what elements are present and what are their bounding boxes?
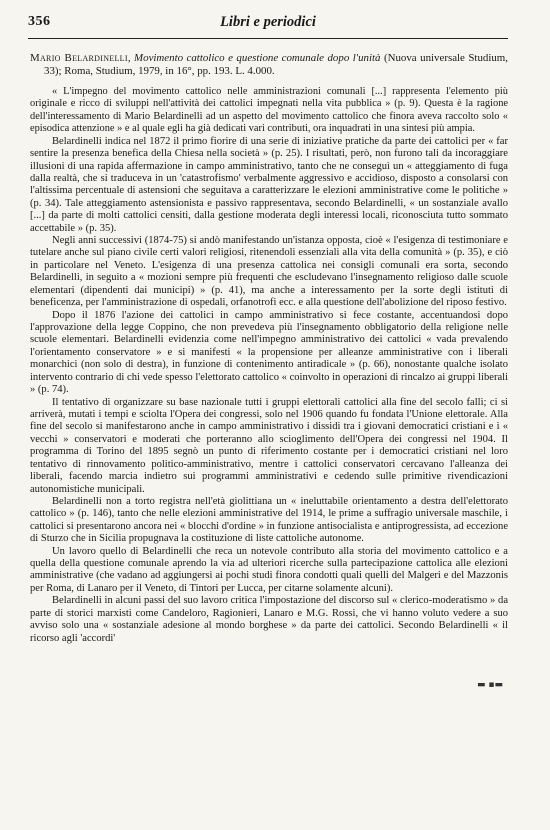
reference-title: Movimento cattolico e questione comunale dopo l'unità: [134, 52, 381, 64]
running-title: Libri e periodici: [220, 14, 316, 30]
page-header: [28, 14, 508, 39]
reference-details: (Nuova universale Studium, 33); Roma, Studium, 1979, in 16°, pp. 193. L. 4.000.: [44, 52, 509, 77]
paragraph-3: Negli anni successivi (1874-75) si andò manifestando un'istanza opposta, cioè « l'esigenza di testimoniare e tutelare anche sul piano civile certi valori religiosi, ritenendoli essenziali alla vita della comunità » (p. 35), e ciò in particolare nel Veneto. L'esigenza di una presenza cattolica nei consigli comunali era sorta, secondo Belardinelli, in seguito a « mozioni sempre più frequenti che escludevano l'insegnamento religioso dalle scuole elementari (dipendenti dai municipi) » (p. 41), ma anche a interessamento per la sorte degli istituti di beneficenza, per l'amministrazione di ospedali, orfanotrofi ecc. e alla questione dell'abolizione del riposo festivo.: [30, 235, 508, 309]
paragraph-6: Belardinelli non a torto registra nell'età giolittiana un « ineluttabile orientamento a destra dell'elettorato cattolico » (p. 146), tanto che nelle elezioni amministrative del 1914, le prime a suffragio universale maschile, i cattolici si presentarono ancora nei « blocchi d'ordine » in funzione antisocialista e antiprogressista, ad eccezione di Sturzo che in Sicilia propugnava la costituzione di liste cattoliche autonome.: [30, 495, 508, 545]
paragraph-1: « L'impegno del movimento cattolico nelle amministrazioni comunali [...] rappresenta l'elemento più originale e ricco di sviluppi nell'attività dei cattolici impegnati nella vita pubblica » (p. 9). Questa è la ragione dell'interessamento di Mario Belardinelli ad un aspetto del movimento cattolico che finora aveva raccolto solo « episodica attenzione » e al quale egli ha già dedicati vari contributi, ora inquadrati in una sintesi più ampia.: [30, 86, 508, 135]
margin-mark: ▬ ▪▬: [477, 680, 503, 690]
paragraph-7: Un lavoro quello di Belardinelli che reca un notevole contributo alla storia del movimento cattolico e a quella della questione comunale aprendo la via ad ulteriori ricerche sulla partecipazione cattolica alle elezioni amministrative (che vadano ad aggiungersi ai pochi studi finora condotti quali quelli del Malgeri e del Mazzonis per Roma, di Lanaro per il Veneto, di Tintori per Lucca, per citarne solamente alcuni).: [30, 545, 508, 594]
paragraph-2: Belardinelli indica nel 1872 il primo fiorire di una serie di iniziative pratiche da parte dei cattolici per « far sentire la presenza benefica della Chiesa nella società » (p. 25). I risultati, però, non furono tali da incoraggiare illusioni di una rapida affermazione in campo amministrativo, tanto che ne conseguì un « atteggiamento di fuga dalla realtà, che si traduceva in un 'catastrofismo' verbalmente aggressivo e accidioso, disposto a consolarsi con l'altissima percentuale di astensioni che seguitava a caratterizzare le elezioni amministrative come le politiche » (p. 34). Tale atteggiamento astensionista e passivo rappresentava, secondo Belardinelli, « un sostanziale avallo [...] da parte di molti cattolici censiti, dalla gestione moderata degli interessi locali, riconosciuta tutto sommato accettabile » (p. 35).: [30, 135, 508, 234]
bibliographic-reference: Mario Belardinelli, Movimento cattolico e questione comunale dopo l'unità (Nuova universale Studium, 33); Roma, Studium, 1979, in 16°, pp. 193. L. 4.000.: [30, 52, 509, 77]
page-number: 356: [28, 14, 51, 29]
paragraph-5: Il tentativo di organizzare su base nazionale tutti i gruppi elettorali cattolici alla fine del secolo fallì; ci si arriverà, mutati i tempi e sciolta l'Opera dei congressi, solo nel 1906 quando fu fondata l'Unione elettorale. Alla fine del secolo si manifestarono anche in campo amministrativo i dissidi tra i giovani democratici cristiani e i « vecchi » conservatori e moderati che porteranno allo scioglimento dell'Opera dei congressi nel 1904. Il programma di Torino del 1895 segnò un punto di riferimento costante per i democratici cristiani nel loro tentativo di rinnovamento politico-amministrativo, mentre i cattolici conservatori cercavano l'alleanza dei liberali, facendo marcia indietro sui programmi amministrativi e cedendo sulle primitive rivendicazioni autonomistiche municipali.: [30, 396, 508, 495]
article-body: [30, 52, 508, 645]
paragraph-8: Belardinelli in alcuni passi del suo lavoro critica l'impostazione del discorso sul « clerico-moderatismo » da parte di storici marxisti come Candeloro, Ragionieri, Lanaro e M.G. Rossi, che vi hanno voluto vedere a suo avviso solo una « sostanziale adesione al mondo borghese » da parte dei cattolici. Secondo Belardinelli « il ricorso agli 'accordi': [30, 595, 508, 644]
reference-author: Mario Belardinelli: [30, 52, 128, 64]
paragraph-4: Dopo il 1876 l'azione dei cattolici in campo amministrativo si fece costante, accentuandosi dopo l'approvazione della legge Coppino, che non prevedeva più l'insegnamento obbligatorio della religione nelle scuole elementari. Belardinelli evidenzia come nell'impegno amministrativo dei cattolici « vada prevalendo l'orientamento conservatore » e si manifesti « la propensione per alleanze amministrative con i liberali monarchici (non solo di destra), in funzione di contenimento antiradicale » (p. 66), nonostante qualche isolato intervento contrario di chi vede spesso l'elettorato cattolico « coinvolto in operazioni di rincalzo ai gruppi liberali » (p. 74).: [30, 309, 508, 396]
